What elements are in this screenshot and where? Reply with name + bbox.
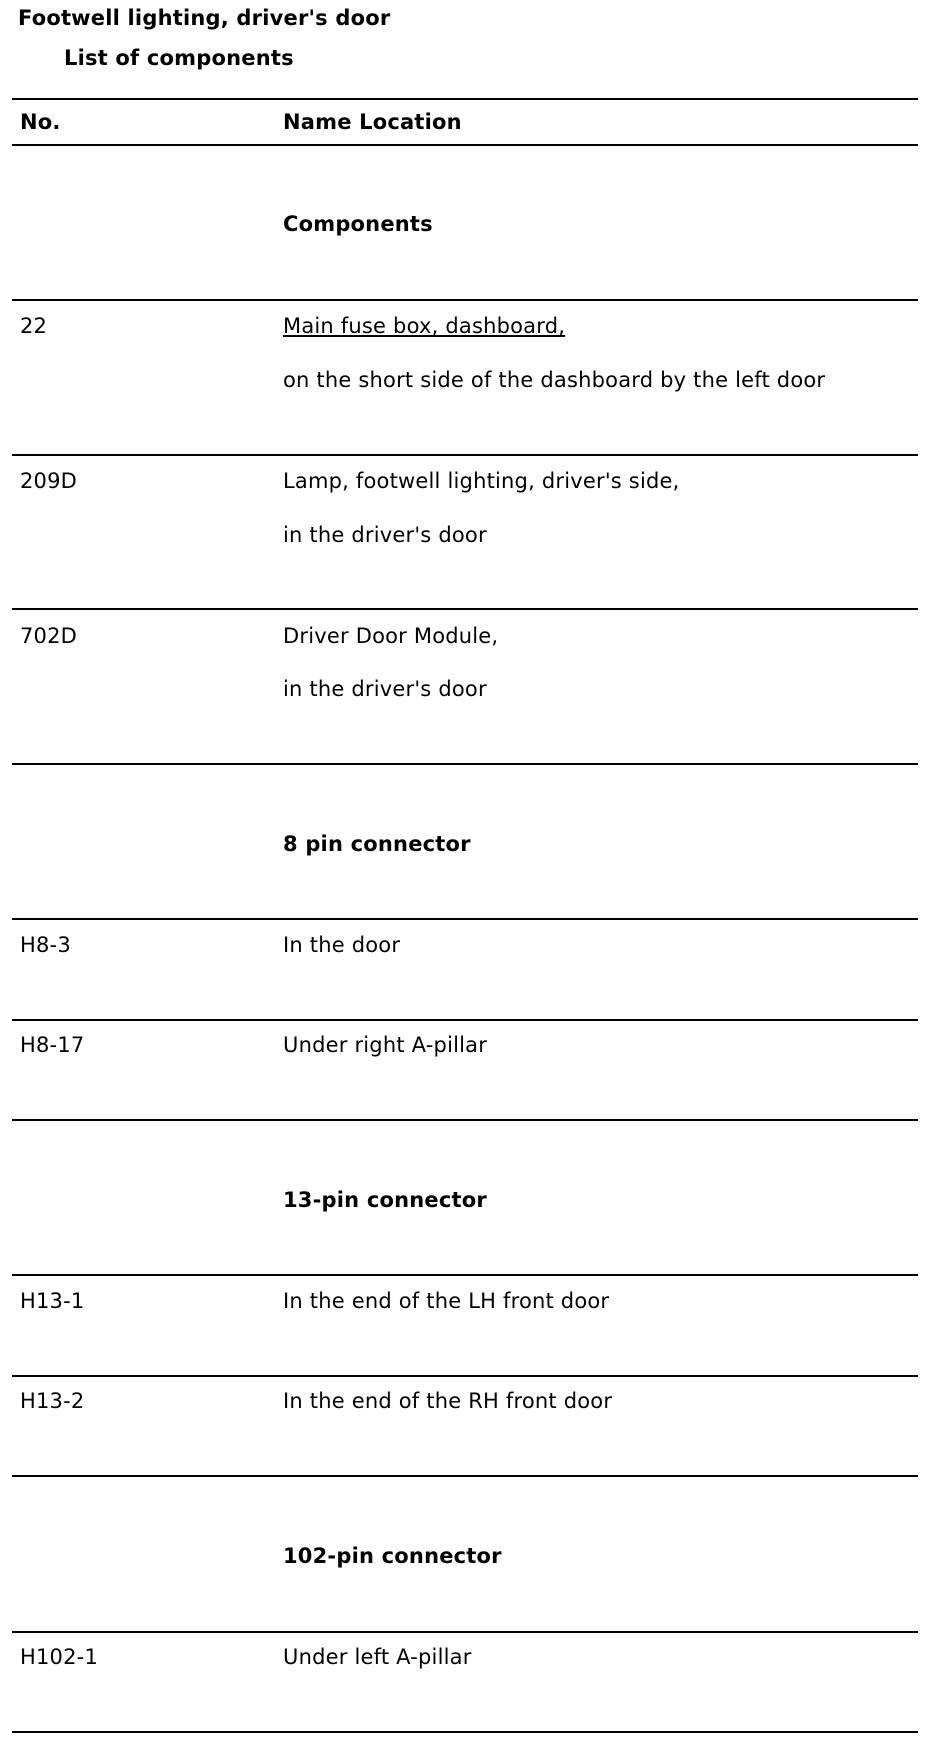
row-location: in the driver's door — [283, 523, 487, 547]
row-location: In the door — [283, 933, 401, 957]
row-number: H8-17 — [20, 1033, 85, 1057]
row-name: Lamp, footwell lighting, driver's side, — [283, 469, 680, 493]
document-title: Footwell lighting, driver's door — [18, 6, 391, 30]
section-heading-13-pin-connector: 13-pin connector — [283, 1188, 487, 1212]
header-top-rule — [12, 98, 918, 100]
section-rule — [12, 1119, 918, 1121]
section-rule — [12, 763, 918, 765]
row-number: 702D — [20, 624, 78, 648]
row-number: 22 — [20, 314, 48, 338]
row-number: H13-2 — [20, 1389, 85, 1413]
row-number: 209D — [20, 469, 78, 493]
section-rule — [12, 299, 918, 301]
row-rule — [12, 1019, 918, 1021]
section-rule — [12, 1631, 918, 1633]
row-rule — [12, 1375, 918, 1377]
section-rule — [12, 918, 918, 920]
section-heading-102-pin-connector: 102-pin connector — [283, 1544, 502, 1568]
row-location: in the driver's door — [283, 677, 487, 701]
header-bottom-rule — [12, 144, 918, 146]
section-rule — [12, 1274, 918, 1276]
row-location: on the short side of the dashboard by the left door — [283, 368, 826, 392]
section-heading-components: Components — [283, 212, 433, 236]
row-location: In the end of the RH front door — [283, 1389, 613, 1413]
row-number: H13-1 — [20, 1289, 85, 1313]
row-number: H102-1 — [20, 1645, 99, 1669]
row-name: Driver Door Module, — [283, 624, 499, 648]
document-subtitle: List of components — [64, 46, 294, 70]
section-rule — [12, 1475, 918, 1477]
table-bottom-rule — [12, 1731, 918, 1733]
row-location: Under left A-pillar — [283, 1645, 472, 1669]
column-header-name-location: Name Location — [283, 110, 462, 134]
main-fuse-box-link[interactable]: Main fuse box, dashboard, — [283, 314, 566, 338]
row-rule — [12, 454, 918, 456]
row-rule — [12, 608, 918, 610]
row-number: H8-3 — [20, 933, 71, 957]
row-location: Under right A-pillar — [283, 1033, 488, 1057]
row-location: In the end of the LH front door — [283, 1289, 610, 1313]
section-heading-8-pin-connector: 8 pin connector — [283, 832, 471, 856]
column-header-no: No. — [20, 110, 61, 134]
